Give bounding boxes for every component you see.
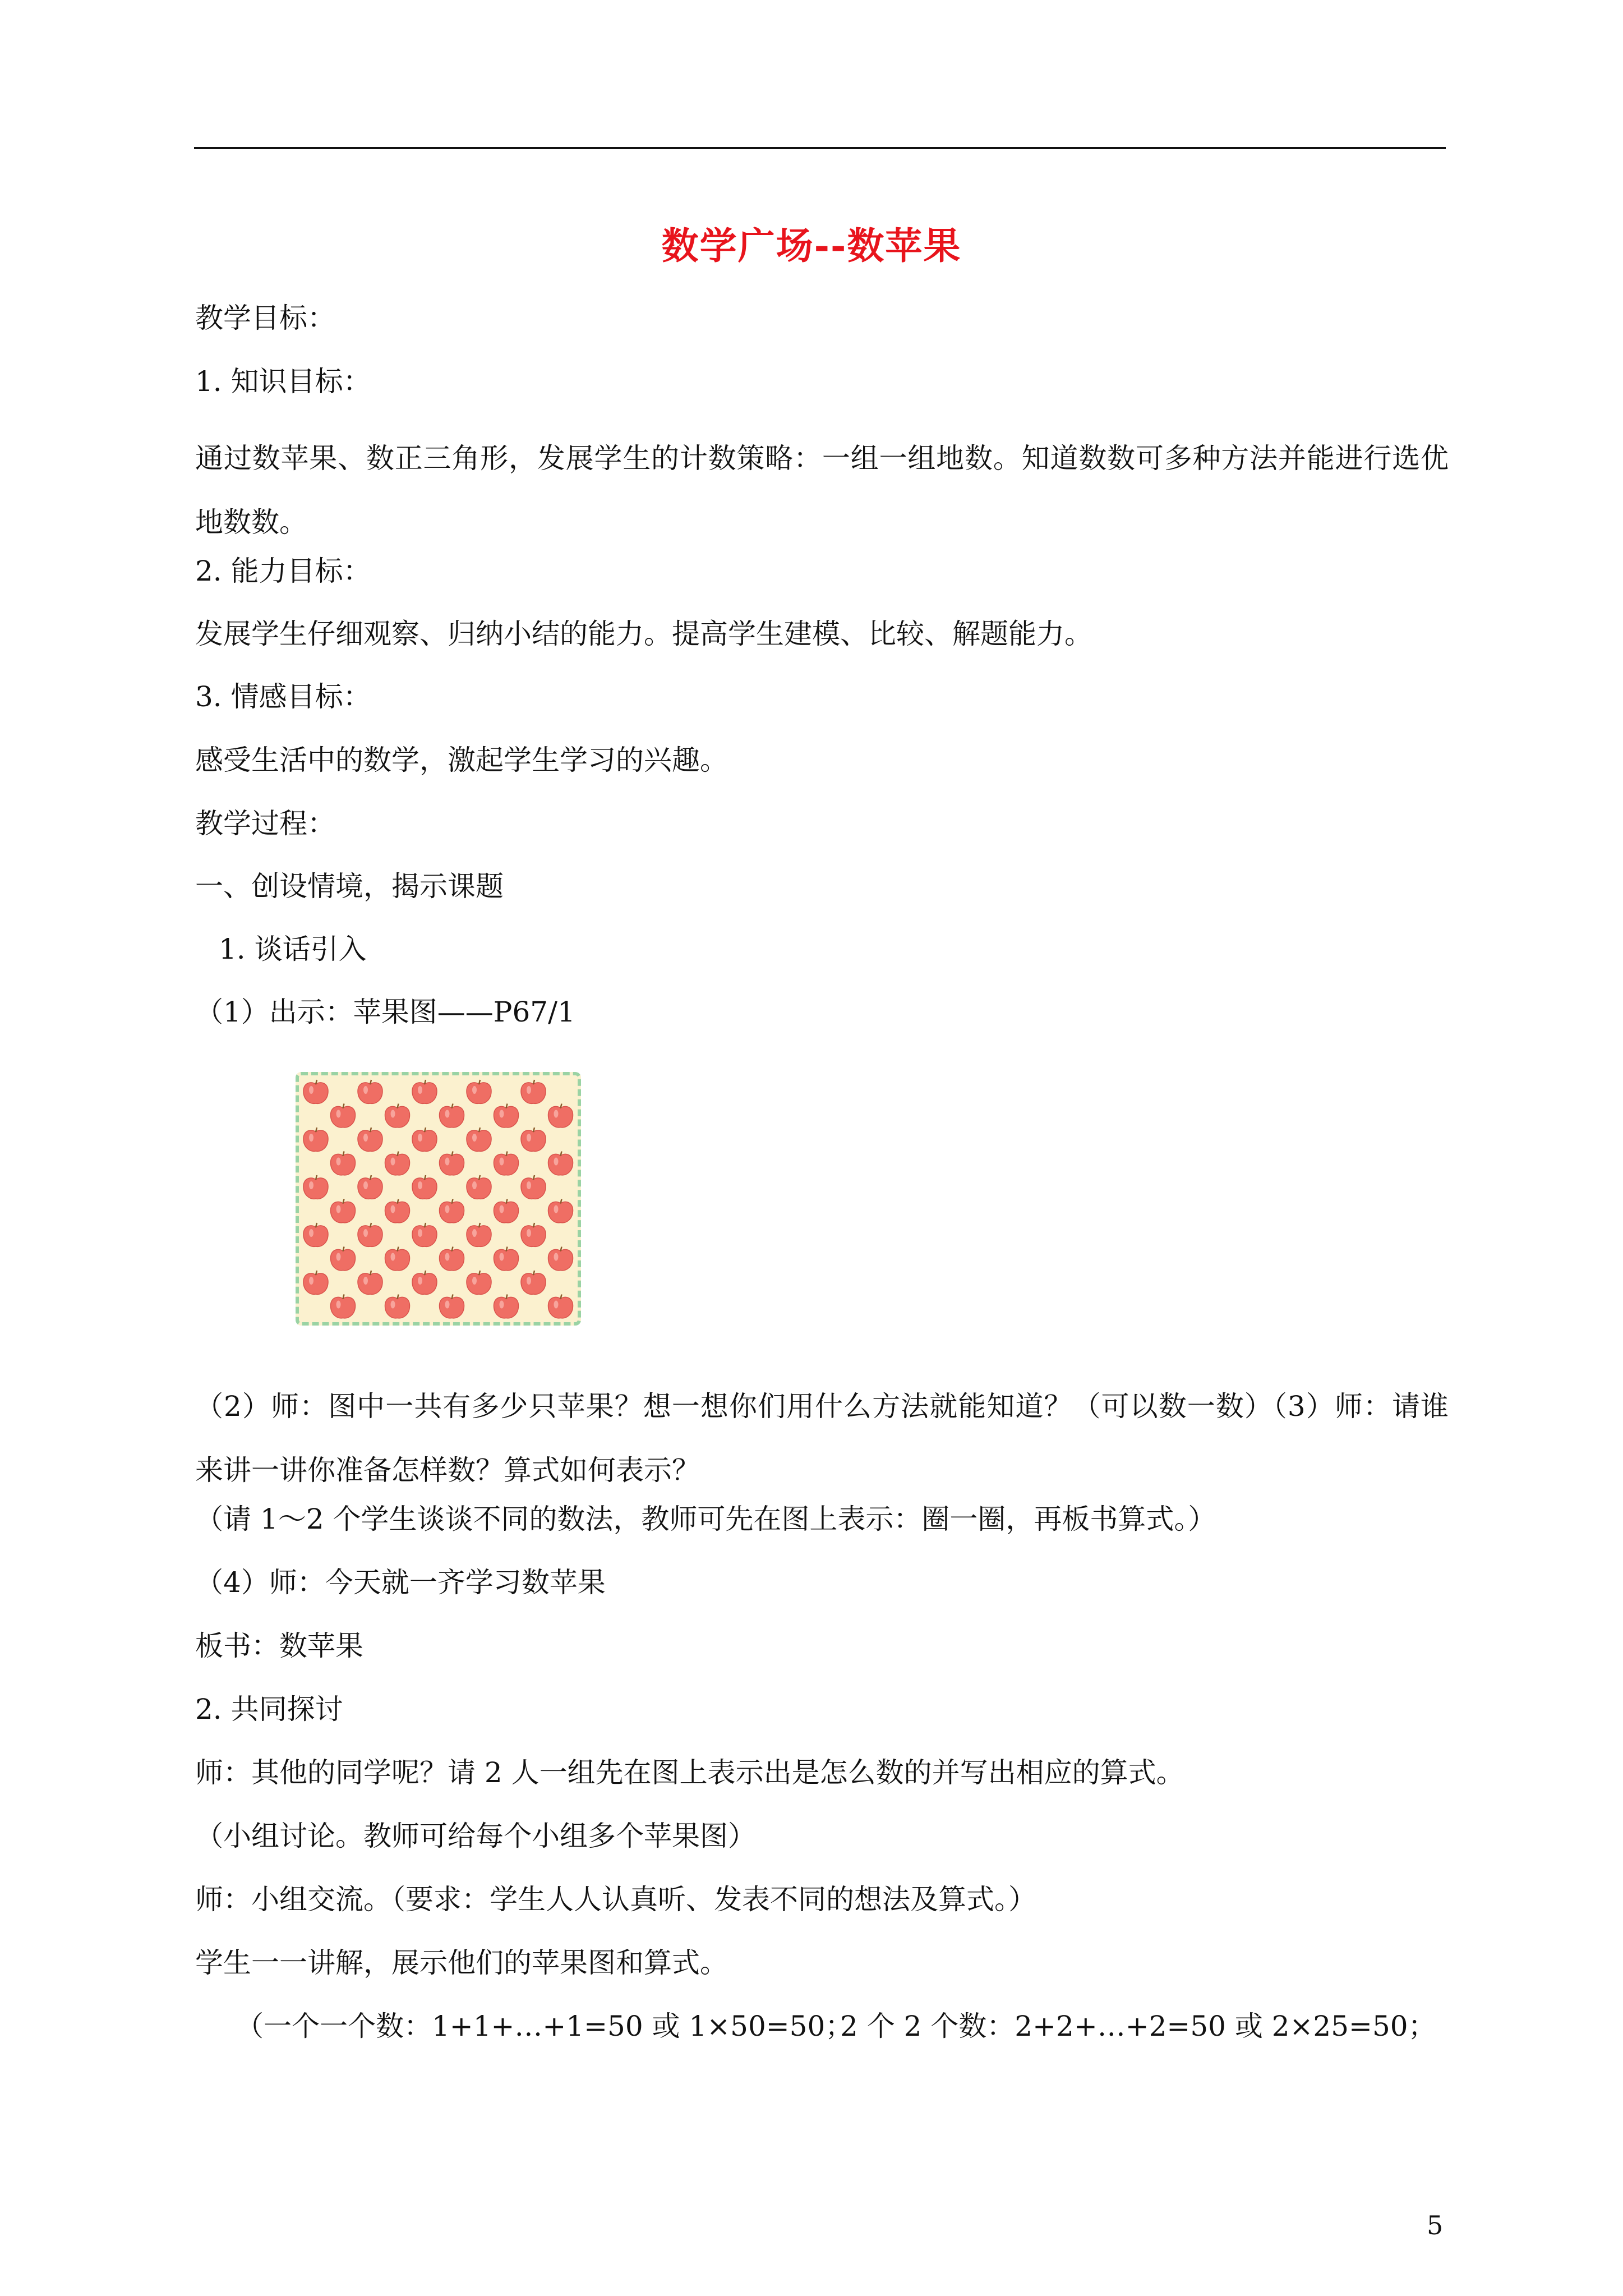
apple-icon [358, 1175, 382, 1199]
apple-icon [521, 1175, 546, 1199]
note-text: （请 1～2 个学生谈谈不同的数法，教师可先在图上表示：圈一圈，再板书算式。） [195, 1503, 1216, 1535]
apple-icon [303, 1175, 328, 1199]
apple-icon [467, 1271, 491, 1294]
page-title: 数学广场--数苹果 [661, 224, 962, 268]
apple-icon [440, 1247, 464, 1271]
header-rule [194, 147, 1446, 149]
apple-icon [440, 1104, 464, 1128]
apple-icon [521, 1223, 546, 1246]
apple-icon [412, 1128, 437, 1151]
apple-icon [358, 1080, 382, 1103]
group-exchange-text: 师：小组交流。（要求：学生人人认真听、发表不同的想法及算式。） [195, 1883, 1036, 1916]
emotion-goal-heading: 3. 情感目标： [195, 680, 371, 713]
apple-icon [494, 1295, 519, 1318]
step-1-text: （1）出示：苹果图——P67/1 [195, 996, 575, 1028]
student-explain-text: 学生一一讲解，展示他们的苹果图和算式。 [195, 1947, 728, 1979]
knowledge-goal-heading: 1. 知识目标： [195, 365, 371, 398]
page-number: 5 [1427, 2210, 1444, 2240]
apple-icon [548, 1295, 573, 1318]
apple-icon [521, 1080, 546, 1103]
apple-icon [548, 1199, 573, 1223]
subsection-1-heading: 1. 谈话引入 [219, 933, 367, 965]
apple-icon [412, 1175, 437, 1199]
apple-icon [494, 1104, 519, 1128]
apple-icon [385, 1295, 410, 1318]
apple-icon [303, 1223, 328, 1246]
apple-icon [385, 1199, 410, 1223]
apple-icon [385, 1152, 410, 1175]
apple-icon [467, 1128, 491, 1151]
apple-icon [467, 1080, 491, 1103]
apple-icon [412, 1080, 437, 1103]
emotion-goal-text: 感受生活中的数学，激起学生学习的兴趣。 [195, 744, 728, 776]
apple-icon [440, 1152, 464, 1175]
apple-icon [331, 1247, 356, 1271]
knowledge-goal-text: 通过数苹果、数正三角形，发展学生的计数策略：一组一组地数。知道数数可多种方法并能进行选优地数数。 [195, 442, 1449, 539]
apple-figure [296, 1072, 581, 1326]
count-method-1: （一个一个数：1+1+…+1=50 或 1×50=50； [236, 2010, 854, 2042]
group-discussion-text: （小组讨论。教师可给每个小组多个苹果图） [195, 1820, 756, 1852]
apple-icon [303, 1128, 328, 1151]
step-4-text: （4）师：今天就一齐学习数苹果 [195, 1566, 606, 1599]
teacher-prompt-text: 师：其他的同学呢？请 2 人一组先在图上表示出是怎么数的并写出相应的算式。 [195, 1756, 1184, 1789]
apple-icon [494, 1152, 519, 1175]
apple-icon [303, 1080, 328, 1103]
apple-icon [548, 1104, 573, 1128]
ability-goal-text: 发展学生仔细观察、归纳小结的能力。提高学生建模、比较、解题能力。 [195, 618, 1092, 650]
apple-icon [358, 1271, 382, 1294]
apple-icon [440, 1199, 464, 1223]
ability-goal-heading: 2. 能力目标： [195, 555, 371, 587]
apple-icon [331, 1152, 356, 1175]
apple-icon [385, 1247, 410, 1271]
apple-icon [385, 1104, 410, 1128]
section-1-heading: 一、创设情境，揭示课题 [195, 870, 504, 903]
teaching-goals-heading: 教学目标： [195, 302, 335, 334]
apple-icon [521, 1271, 546, 1294]
teaching-process-heading: 教学过程： [195, 807, 335, 840]
apple-icon [412, 1271, 437, 1294]
apple-icon [467, 1175, 491, 1199]
apple-grid [299, 1075, 578, 1322]
apple-icon [412, 1223, 437, 1246]
apple-icon [331, 1104, 356, 1128]
apple-icon [358, 1223, 382, 1246]
apple-icon [521, 1128, 546, 1151]
step-2-3-text: （2）师：图中一共有多少只苹果？想一想你们用什么方法就能知道？（可以数一数）（3）师：请谁来讲一讲你准备怎样数？算式如何表示？ [195, 1390, 1449, 1487]
count-method-2: 2 个 2 个数：2+2+…+2=50 或 2×25=50； [840, 2010, 1436, 2042]
subsection-2-heading: 2. 共同探讨 [195, 1693, 343, 1726]
apple-icon [548, 1247, 573, 1271]
apple-icon [331, 1295, 356, 1318]
apple-icon [358, 1128, 382, 1151]
apple-icon [303, 1271, 328, 1294]
apple-icon [467, 1223, 491, 1246]
apple-icon [331, 1199, 356, 1223]
apple-icon [548, 1152, 573, 1175]
apple-icon [440, 1295, 464, 1318]
board-note: 板书：数苹果 [195, 1630, 363, 1662]
apple-icon [494, 1247, 519, 1271]
apple-icon [494, 1199, 519, 1223]
